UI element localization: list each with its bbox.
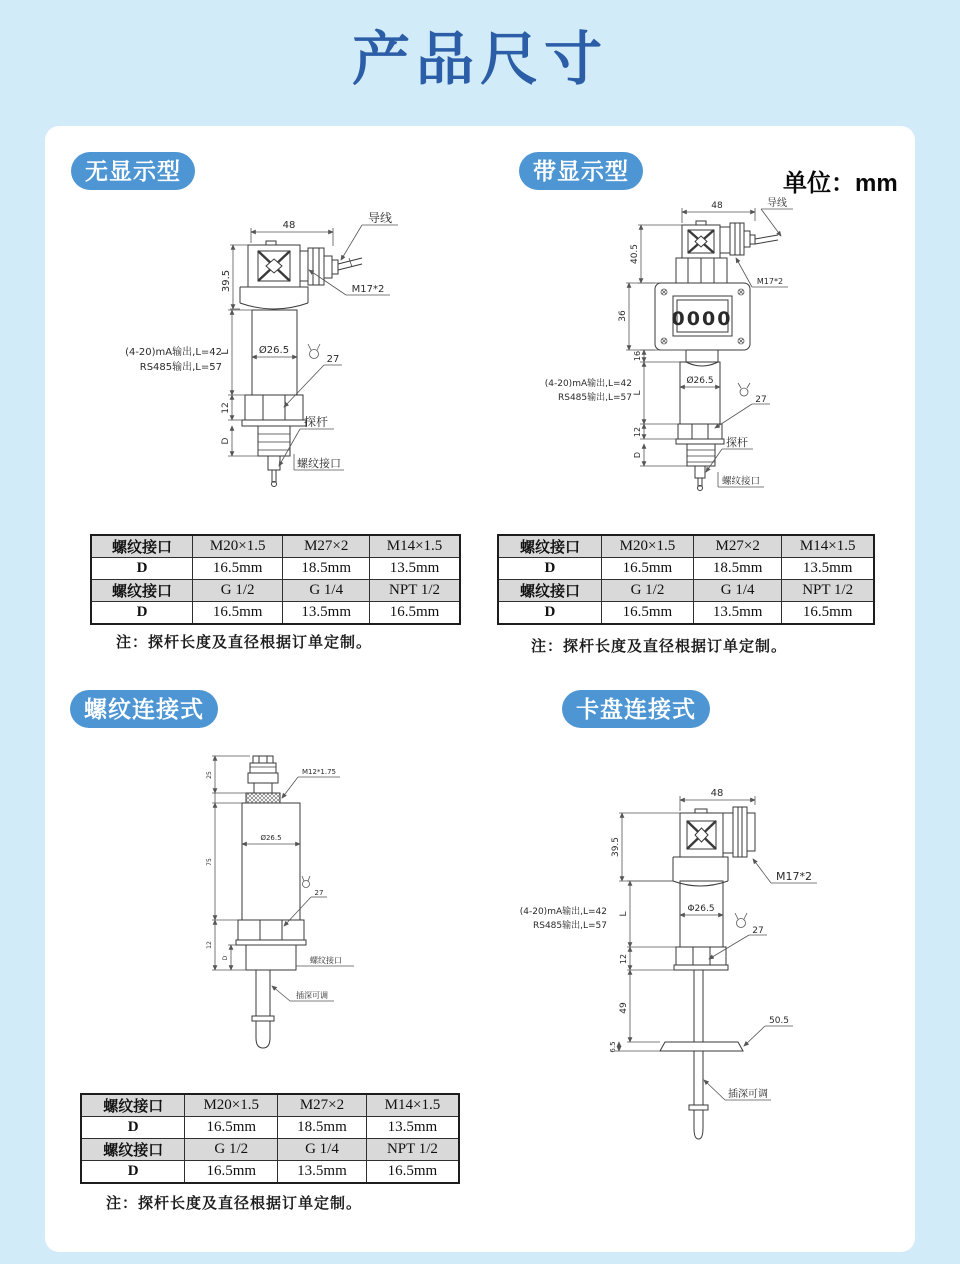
spec-cell: M14×1.5 [366, 1094, 459, 1117]
svg-text:39.5: 39.5 [221, 269, 232, 293]
spec-cell: 16.5mm [601, 558, 693, 580]
dim-display-height [618, 283, 655, 350]
spec-cell: M27×2 [694, 535, 782, 558]
svg-text:27: 27 [755, 395, 767, 405]
thread-port-label [718, 472, 764, 487]
drawing-no-display [122, 204, 452, 499]
hex-bolt-symbol [308, 344, 320, 359]
dim-diameter [252, 344, 297, 357]
svg-text:D: D [633, 451, 642, 459]
dim-head-height [630, 225, 682, 283]
output-line1: (4-20)mA输出,L=42 [125, 347, 222, 358]
dim-thread-d [221, 426, 258, 456]
spec-cell: 18.5mm [278, 1117, 367, 1139]
dim-neck-height [633, 350, 686, 362]
clamp-disc [660, 1042, 743, 1051]
svg-text:螺纹接口: 螺纹接口 [310, 956, 342, 965]
thread-fitting [246, 945, 296, 970]
svg-text:插深可调: 插深可调 [296, 991, 328, 1000]
svg-text:40.5: 40.5 [630, 243, 640, 265]
hex-flats-label [715, 395, 770, 428]
spec-row-header: 螺纹接口 [91, 580, 192, 602]
dim-diameter [680, 375, 720, 387]
wire-label [341, 210, 398, 260]
terminal-flange [676, 258, 727, 283]
probe-tube [694, 970, 703, 1042]
svg-text:探杆: 探杆 [303, 415, 329, 429]
spec-cell: 13.5mm [370, 558, 460, 580]
svg-text:25: 25 [206, 771, 213, 779]
spec-row-header: D [81, 1117, 185, 1139]
spec-cell: 16.5mm [192, 558, 282, 580]
gland-thread-label [309, 270, 390, 295]
spec-cell: M14×1.5 [782, 535, 874, 558]
section-label-clamp: 卡盘连接式 [562, 690, 710, 728]
spec-cell: 13.5mm [278, 1161, 367, 1184]
spec-cell: NPT 1/2 [366, 1139, 459, 1161]
wire-label [761, 196, 793, 236]
table-note-1: 注：探杆长度及直径根据订单定制。 [116, 635, 373, 651]
spec-cell: 13.5mm [782, 558, 874, 580]
svg-text:M17*2: M17*2 [756, 277, 784, 286]
svg-text:导线: 导线 [367, 211, 393, 225]
dim-probe-length [619, 970, 660, 1042]
svg-text:插深可调: 插深可调 [728, 1089, 768, 1100]
dim-diameter [242, 834, 300, 844]
spec-cell: G 1/2 [601, 580, 693, 602]
spec-row-header: 螺纹接口 [81, 1094, 185, 1117]
section-label-with-display: 带显示型 [519, 152, 643, 190]
spec-row [498, 535, 874, 558]
spec-row-header: D [91, 602, 192, 625]
spec-row [81, 1094, 459, 1117]
body-cylinder [242, 803, 300, 920]
svg-text:75: 75 [206, 858, 213, 866]
spec-cell: 16.5mm [185, 1117, 278, 1139]
spec-cell: G 1/2 [192, 580, 282, 602]
svg-text:48: 48 [710, 788, 724, 799]
svg-text:M12*1.75: M12*1.75 [301, 768, 337, 776]
thread-section [258, 426, 290, 456]
spec-row-header: D [498, 602, 601, 625]
svg-text:L: L [220, 349, 231, 355]
drawing-with-display [540, 196, 890, 521]
spec-cell: 18.5mm [694, 558, 782, 580]
din-connector-head [248, 241, 300, 287]
neck-cap [673, 857, 728, 886]
wire [338, 258, 362, 270]
spec-cell: M20×1.5 [185, 1094, 278, 1117]
svg-text:L: L [633, 390, 643, 396]
svg-text:D: D [222, 955, 229, 961]
spec-cell: NPT 1/2 [782, 580, 874, 602]
spec-cell: G 1/4 [283, 580, 370, 602]
probe-tube [252, 970, 274, 1048]
thread-port-label [294, 454, 344, 470]
spec-row-header: 螺纹接口 [498, 580, 601, 602]
probe-lower-tube [689, 1051, 708, 1139]
hex-bolt-symbol [302, 876, 310, 888]
table-note-3: 注：探杆长度及直径根据订单定制。 [106, 1196, 363, 1212]
dim-width [251, 220, 333, 246]
thread-port-label [296, 955, 354, 966]
display-digits: 0000 [671, 308, 733, 330]
svg-text:Φ26.5: Φ26.5 [687, 904, 715, 914]
spec-table-with-display [497, 534, 875, 625]
spec-cell: 16.5mm [601, 602, 693, 625]
neck-cap [240, 287, 308, 309]
spec-row [91, 535, 460, 558]
probe [695, 466, 705, 491]
svg-text:Ø26.5: Ø26.5 [260, 834, 282, 842]
svg-text:L: L [619, 911, 629, 917]
spec-row [81, 1117, 459, 1139]
insert-depth-label [704, 1080, 771, 1100]
spec-cell: M20×1.5 [601, 535, 693, 558]
spec-cell: 16.5mm [185, 1161, 278, 1184]
svg-text:Ø26.5: Ø26.5 [686, 376, 714, 386]
section-label-no-display: 无显示型 [71, 152, 195, 190]
disc-diameter-label [744, 1016, 793, 1046]
spec-row-header: D [81, 1161, 185, 1184]
svg-text:6.5: 6.5 [609, 1041, 617, 1053]
svg-text:16: 16 [633, 350, 642, 362]
dim-height [611, 813, 680, 881]
spec-cell: M14×1.5 [370, 535, 460, 558]
thread-section [687, 444, 715, 466]
spec-cell: G 1/2 [185, 1139, 278, 1161]
aviation-plug [248, 756, 278, 793]
svg-text:27: 27 [326, 354, 340, 365]
dim-length [619, 881, 676, 947]
body-cylinder [680, 881, 723, 947]
washer [236, 940, 306, 945]
spec-cell: 13.5mm [366, 1117, 459, 1139]
spec-row-header: 螺纹接口 [81, 1139, 185, 1161]
spec-cell: 13.5mm [283, 602, 370, 625]
dim-disc-thickness [609, 1041, 660, 1052]
hex-nut [245, 395, 303, 420]
hex-flats-label [709, 926, 767, 959]
svg-text:12: 12 [221, 402, 231, 414]
spec-cell: M27×2 [283, 535, 370, 558]
cable-gland [723, 807, 755, 857]
display-box [655, 283, 750, 350]
hex-bolt-symbol [738, 383, 750, 396]
dim-length [220, 310, 252, 395]
svg-text:12: 12 [619, 953, 628, 965]
spec-cell: G 1/4 [278, 1139, 367, 1161]
dim-width [680, 788, 755, 811]
spec-cell: NPT 1/2 [370, 580, 460, 602]
spec-row-header: D [498, 558, 601, 580]
dim-thread-d [633, 444, 687, 466]
spec-row-header: 螺纹接口 [498, 535, 601, 558]
spec-row [91, 558, 460, 580]
spec-cell: 18.5mm [283, 558, 370, 580]
wire [755, 235, 778, 244]
spec-cell: G 1/4 [694, 580, 782, 602]
spec-cell: 16.5mm [370, 602, 460, 625]
svg-text:螺纹接口: 螺纹接口 [297, 457, 341, 470]
section-label-threaded: 螺纹连接式 [70, 690, 218, 728]
hex-nut [678, 424, 722, 439]
output-line1: (4-20)mA输出,L=42 [544, 379, 632, 389]
dim-width [682, 201, 755, 223]
svg-text:探杆: 探杆 [726, 436, 748, 449]
spec-cell: 13.5mm [694, 602, 782, 625]
spec-cell: 16.5mm [192, 602, 282, 625]
washer [674, 965, 728, 970]
cable-gland [300, 248, 338, 285]
dim-chain [206, 756, 250, 970]
spec-row-header: 螺纹接口 [91, 535, 192, 558]
insert-depth-label [272, 986, 334, 1001]
spec-row [81, 1139, 459, 1161]
spec-row-header: D [91, 558, 192, 580]
washer [676, 439, 724, 444]
output-line2: RS485输出,L=57 [139, 362, 222, 373]
probe [268, 456, 280, 487]
svg-text:50.5: 50.5 [768, 1016, 790, 1026]
spec-row [498, 580, 874, 602]
svg-text:M17*2: M17*2 [776, 870, 812, 883]
hex-bolt-symbol [735, 913, 747, 928]
spec-row [81, 1161, 459, 1184]
din-connector-head [682, 221, 720, 258]
knurled-ring [246, 793, 280, 803]
spec-table-no-display [90, 534, 461, 625]
din-connector-head [680, 809, 723, 857]
output-line2: RS485输出,L=57 [532, 921, 607, 931]
drawing-threaded [178, 748, 488, 1058]
dim-height [221, 245, 248, 309]
spec-table-threaded [80, 1093, 460, 1184]
hex-nut [238, 920, 304, 940]
svg-text:48: 48 [711, 201, 723, 211]
dim-length [633, 362, 678, 424]
hex-nut [676, 947, 726, 965]
dim-hex-height [633, 424, 676, 439]
output-line2: RS485输出,L=57 [557, 393, 632, 403]
svg-text:12: 12 [206, 941, 213, 949]
cable-gland [720, 223, 755, 255]
neck-cap [686, 350, 718, 366]
svg-text:27: 27 [752, 926, 764, 936]
svg-text:12: 12 [633, 426, 642, 438]
body-cylinder [680, 362, 720, 424]
spec-row [91, 602, 460, 625]
svg-text:39.5: 39.5 [611, 836, 621, 858]
drawing-clamp [513, 783, 913, 1168]
svg-text:M17*2: M17*2 [351, 284, 385, 295]
page-title: 产品尺寸 [351, 27, 608, 92]
dim-hex-height [619, 947, 674, 970]
spec-cell: M20×1.5 [192, 535, 282, 558]
plug-thread-label [282, 768, 340, 798]
spec-row [498, 602, 874, 625]
washer [242, 420, 306, 426]
gland-thread-label [753, 859, 817, 883]
table-note-2: 注：探杆长度及直径根据订单定制。 [531, 639, 788, 655]
spec-cell: 16.5mm [782, 602, 874, 625]
svg-text:Ø26.5: Ø26.5 [258, 345, 290, 356]
svg-text:49: 49 [619, 1002, 629, 1014]
svg-text:48: 48 [282, 220, 296, 231]
hex-flats-label [284, 354, 342, 407]
svg-text:D: D [221, 437, 231, 445]
unit-label: 单位：mm [783, 170, 898, 197]
spec-cell: M27×2 [278, 1094, 367, 1117]
output-line1: (4-20)mA输出,L=42 [519, 907, 607, 917]
svg-text:导线: 导线 [767, 198, 787, 209]
dim-hex-height [221, 395, 242, 420]
dim-diameter [680, 904, 723, 915]
svg-text:螺纹接口: 螺纹接口 [721, 476, 761, 487]
spec-row [91, 580, 460, 602]
svg-text:27: 27 [314, 889, 324, 897]
svg-text:36: 36 [618, 310, 628, 322]
spec-row [498, 558, 874, 580]
spec-cell: 16.5mm [366, 1161, 459, 1184]
